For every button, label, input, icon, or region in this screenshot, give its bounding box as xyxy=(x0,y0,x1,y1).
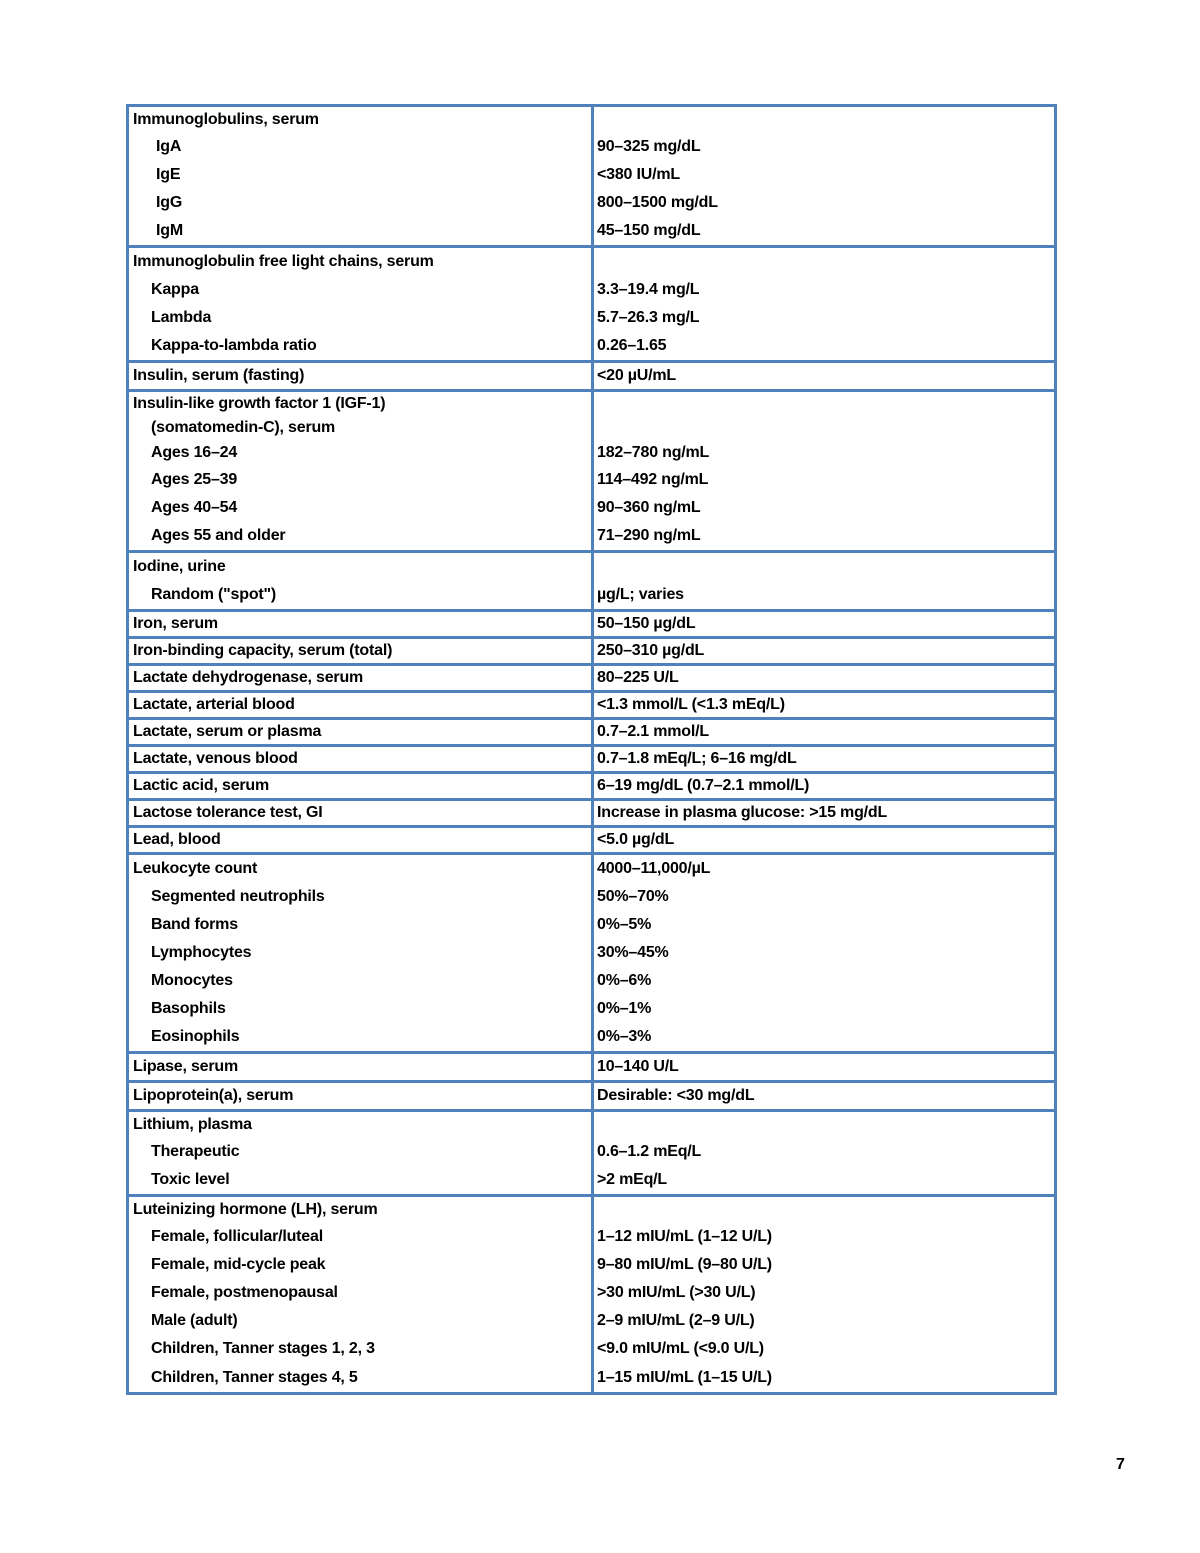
table-row xyxy=(129,995,1054,1023)
table-row xyxy=(129,693,1054,717)
table-row xyxy=(129,304,1054,332)
reference-range xyxy=(591,248,1054,276)
table-row xyxy=(129,332,1054,360)
table-row xyxy=(129,911,1054,939)
test-name: Lymphocytes xyxy=(151,944,252,961)
test-name: Ages 40–54 xyxy=(151,499,238,516)
test-name: IgE xyxy=(156,166,181,183)
test-name: Lipoprotein(a), serum xyxy=(133,1087,294,1104)
test-name: Lead, blood xyxy=(133,831,221,848)
reference-range: <5.0 µg/dL xyxy=(591,828,1054,852)
table-row xyxy=(129,1251,1054,1279)
table-row xyxy=(129,639,1054,663)
reference-range: <20 µU/mL xyxy=(591,363,1054,389)
reference-range xyxy=(591,416,1054,440)
test-name: Lambda xyxy=(151,309,212,326)
test-name: Kappa-to-lambda ratio xyxy=(151,337,317,354)
reference-range: 5.7–26.3 mg/L xyxy=(591,304,1054,332)
table-row xyxy=(129,440,1054,466)
reference-range: 6–19 mg/dL (0.7–2.1 mmol/L) xyxy=(591,774,1054,798)
reference-range: 30%–45% xyxy=(591,939,1054,967)
test-name: Ages 16–24 xyxy=(151,444,238,461)
reference-range: 0%–3% xyxy=(591,1023,1054,1051)
reference-range: 50–150 µg/dL xyxy=(591,612,1054,636)
page-number: 7 xyxy=(1116,1456,1125,1473)
test-name: IgG xyxy=(156,194,183,211)
reference-range: >30 mIU/mL (>30 U/L) xyxy=(591,1279,1054,1307)
table-row xyxy=(129,217,1054,245)
table-group xyxy=(129,1109,1054,1194)
table-group xyxy=(129,663,1054,690)
test-name: IgM xyxy=(156,222,183,239)
table-group xyxy=(129,798,1054,825)
table-row xyxy=(129,392,1054,416)
reference-range xyxy=(591,392,1054,416)
table-row xyxy=(129,939,1054,967)
reference-range: 71–290 ng/mL xyxy=(591,522,1054,550)
table-row xyxy=(129,553,1054,581)
reference-range xyxy=(591,1197,1054,1223)
table-group xyxy=(129,825,1054,852)
reference-values-table xyxy=(126,104,1057,1395)
test-name: Children, Tanner stages 4, 5 xyxy=(151,1368,358,1386)
table-group xyxy=(129,771,1054,798)
test-name: Insulin-like growth factor 1 (IGF-1) xyxy=(133,395,386,412)
test-name: Segmented neutrophils xyxy=(151,888,325,905)
table-row xyxy=(129,189,1054,217)
table-row xyxy=(129,161,1054,189)
test-name: Lactic acid, serum xyxy=(133,777,270,794)
table-group xyxy=(129,1080,1054,1109)
table-row xyxy=(129,883,1054,911)
reference-range: <1.3 mmol/L (<1.3 mEq/L) xyxy=(591,693,1054,717)
reference-range xyxy=(591,553,1054,581)
table-row xyxy=(129,1363,1054,1392)
test-name: Iodine, urine xyxy=(133,558,226,575)
reference-range: 3.3–19.4 mg/L xyxy=(591,276,1054,304)
table-row xyxy=(129,1023,1054,1051)
test-name: (somatomedin-C), serum xyxy=(151,419,336,436)
reference-range: µg/L; varies xyxy=(591,581,1054,609)
table-group xyxy=(129,852,1054,1051)
reference-range: 0.6–1.2 mEq/L xyxy=(591,1138,1054,1166)
test-name: Immunoglobulins, serum xyxy=(133,111,319,128)
reference-range: 10–140 U/L xyxy=(591,1054,1054,1080)
table-row xyxy=(129,1307,1054,1335)
reference-range: 4000–11,000/µL xyxy=(591,855,1054,883)
table-row xyxy=(129,967,1054,995)
reference-range: 0%–5% xyxy=(591,911,1054,939)
table-group xyxy=(129,690,1054,717)
table-row xyxy=(129,828,1054,852)
reference-range: 9–80 mIU/mL (9–80 U/L) xyxy=(591,1251,1054,1279)
reference-range: 0.7–2.1 mmol/L xyxy=(591,720,1054,744)
reference-range xyxy=(591,107,1054,133)
test-name: Immunoglobulin free light chains, serum xyxy=(133,253,434,270)
reference-range: Increase in plasma glucose: >15 mg/dL xyxy=(591,801,1054,825)
reference-range: 1–15 mIU/mL (1–15 U/L) xyxy=(591,1363,1054,1392)
table-row xyxy=(129,1112,1054,1138)
table-row xyxy=(129,747,1054,771)
table-group xyxy=(129,1051,1054,1080)
table-row xyxy=(129,666,1054,690)
test-name: Leukocyte count xyxy=(133,860,258,877)
table-row xyxy=(129,1197,1054,1223)
table-row xyxy=(129,416,1054,440)
test-name: Lactose tolerance test, GI xyxy=(133,804,323,821)
reference-range: 80–225 U/L xyxy=(591,666,1054,690)
table-group xyxy=(129,245,1054,360)
reference-range: 0.26–1.65 xyxy=(591,332,1054,360)
table-row xyxy=(129,363,1054,389)
table-row xyxy=(129,1223,1054,1251)
test-name: Lactate, venous blood xyxy=(133,750,298,767)
reference-range: 90–360 ng/mL xyxy=(591,494,1054,522)
table-group xyxy=(129,550,1054,609)
reference-range: 182–780 ng/mL xyxy=(591,440,1054,466)
test-name: IgA xyxy=(156,138,182,155)
reference-range xyxy=(591,1112,1054,1138)
test-name: Lactate, serum or plasma xyxy=(133,723,322,740)
table-row xyxy=(129,107,1054,133)
test-name: Male (adult) xyxy=(151,1312,238,1329)
table-row xyxy=(129,522,1054,550)
test-name: Therapeutic xyxy=(151,1143,240,1160)
test-name: Random ("spot") xyxy=(151,586,277,603)
table-row xyxy=(129,581,1054,609)
reference-range: 45–150 mg/dL xyxy=(591,217,1054,245)
table-row xyxy=(129,1335,1054,1363)
reference-range: 0%–1% xyxy=(591,995,1054,1023)
test-name: Eosinophils xyxy=(151,1028,240,1045)
reference-range: 0%–6% xyxy=(591,967,1054,995)
table-row xyxy=(129,1138,1054,1166)
test-name: Lipase, serum xyxy=(133,1058,239,1075)
table-row xyxy=(129,612,1054,636)
table-group xyxy=(129,107,1054,245)
table-row xyxy=(129,276,1054,304)
reference-range: >2 mEq/L xyxy=(591,1166,1054,1194)
test-name: Lithium, plasma xyxy=(133,1116,252,1133)
reference-range: 114–492 ng/mL xyxy=(591,466,1054,494)
table-row xyxy=(129,466,1054,494)
test-name: Basophils xyxy=(151,1000,226,1017)
table-group xyxy=(129,1194,1054,1392)
test-name: Female, follicular/luteal xyxy=(151,1228,323,1245)
table-row xyxy=(129,1054,1054,1080)
table-row xyxy=(129,133,1054,161)
table-row xyxy=(129,1083,1054,1109)
test-name: Iron-binding capacity, serum (total) xyxy=(133,642,393,659)
table-group xyxy=(129,717,1054,744)
table-group xyxy=(129,360,1054,389)
reference-range: 0.7–1.8 mEq/L; 6–16 mg/dL xyxy=(591,747,1054,771)
reference-range: 2–9 mIU/mL (2–9 U/L) xyxy=(591,1307,1054,1335)
test-name: Lactate dehydrogenase, serum xyxy=(133,669,364,686)
test-name: Children, Tanner stages 1, 2, 3 xyxy=(151,1340,375,1357)
table-row xyxy=(129,855,1054,883)
table-row xyxy=(129,774,1054,798)
test-name: Female, mid-cycle peak xyxy=(151,1256,326,1273)
test-name: Ages 55 and older xyxy=(151,527,286,544)
reference-range: 90–325 mg/dL xyxy=(591,133,1054,161)
reference-range: <380 IU/mL xyxy=(591,161,1054,189)
reference-range: 1–12 mIU/mL (1–12 U/L) xyxy=(591,1223,1054,1251)
reference-range: <9.0 mIU/mL (<9.0 U/L) xyxy=(591,1335,1054,1363)
table-row xyxy=(129,801,1054,825)
test-name: Female, postmenopausal xyxy=(151,1284,338,1301)
test-name: Monocytes xyxy=(151,972,233,989)
table-row xyxy=(129,1279,1054,1307)
table-row xyxy=(129,720,1054,744)
table-group xyxy=(129,609,1054,636)
test-name: Iron, serum xyxy=(133,615,218,632)
reference-range: 50%–70% xyxy=(591,883,1054,911)
reference-range: 800–1500 mg/dL xyxy=(591,189,1054,217)
test-name: Ages 25–39 xyxy=(151,471,238,488)
table-group xyxy=(129,744,1054,771)
test-name: Insulin, serum (fasting) xyxy=(133,367,305,384)
test-name: Luteinizing hormone (LH), serum xyxy=(133,1201,378,1218)
reference-range: Desirable: <30 mg/dL xyxy=(591,1083,1054,1109)
test-name: Toxic level xyxy=(151,1171,230,1188)
table-row xyxy=(129,494,1054,522)
test-name: Lactate, arterial blood xyxy=(133,696,295,713)
test-name: Kappa xyxy=(151,281,199,298)
table-row xyxy=(129,1166,1054,1194)
table-group xyxy=(129,389,1054,550)
test-name: Band forms xyxy=(151,916,238,933)
table-row xyxy=(129,248,1054,276)
table-group xyxy=(129,636,1054,663)
reference-range: 250–310 µg/dL xyxy=(591,639,1054,663)
